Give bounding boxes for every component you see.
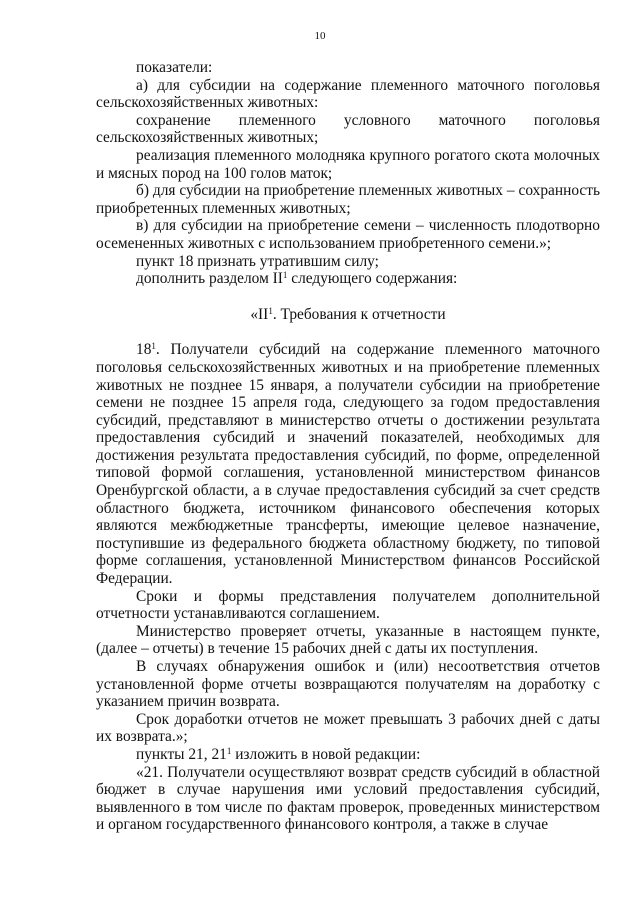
paragraph-errors: В случаях обнаружения ошибок и (или) несоответствия отчетов установленной форме отчеты возвращаются получателям на доработку с указанием причин возврата.	[96, 658, 600, 711]
section-title: «$II^1$. Требования к отчетности	[250, 305, 446, 323]
paragraph-item-c: в) для субсидии на приобретение семени – численность плодотворно осемененных животных с использованием приобретенного семени.»;	[96, 217, 600, 252]
paragraph-18-1: $18^1$. Получатели субсидий на содержание племенного маточного поголовья сельскохозяйственных животных и на приобретение племенных животных не позднее 15 января, а получатели субсидии на приобретение семени не позднее 15 апреля года, следующего за годом предоставления субсидий, представляют в министерство отчеты о достижении результата предоставления субсидий и значений показателей, необходимых для достижения результата предоставления субсидий, по форме, определенной типовой формой соглашения, установленной министерством финансов Оренбургской области, а в случае предоставления субсидий за счет средств областного бюджета, источником финансового обеспечения которых являются межбюджетные трансферты, имеющие целевое назначение, поступившие из федерального бюджета областному бюджету, по типовой форме соглашения, установленной Министерством финансов Российской Федерации.	[96, 341, 600, 588]
paragraph-revision-term: Срок доработки отчетов не может превышать 3 рабочих дней с даты их возврата.»;	[96, 710, 600, 746]
paragraph-preservation: сохранение племенного условного маточного поголовья сельскохозяйственных животных;	[96, 111, 600, 147]
paragraph-item-b: б) для субсидии на приобретение племенных животных – сохранность приобретенных племенных животных;	[96, 182, 600, 217]
paragraph-deadlines: Сроки и формы представления получателем дополнительной отчетности устанавливаются соглашением.	[96, 587, 600, 623]
paragraph-point-18: пункт 18 признать утратившим силу;	[136, 252, 379, 270]
document-body	[96, 59, 600, 834]
paragraph-indicators: показатели:	[136, 59, 213, 76]
page-number: 10	[314, 30, 326, 42]
paragraph-sale: реализация племенного молодняка крупного рогатого скота молочных и мясных пород на 100 голов маток;	[96, 146, 600, 182]
paragraph-points-21: пункты 21, $21^1$ изложить в новой редакции:	[136, 745, 421, 763]
paragraph-item-a: а) для субсидии на содержание племенного маточного поголовья сельскохозяйственных животных:	[96, 76, 600, 112]
paragraph-21: «21. Получатели осуществляют возврат средств субсидий в областной бюджет в случае нарушения ими условий предоставления субсидий, выявленного в том числе по фактам проверок, проведенных министерством и органом государственного финансового контроля, а также в случае	[96, 763, 600, 834]
paragraph-add-section: дополнить разделом $II^1$ следующего содержания:	[136, 270, 458, 288]
paragraph-review: Министерство проверяет отчеты, указанные в настоящем пункте, (далее – отчеты) в течение 15 рабочих дней с даты их поступления.	[96, 622, 600, 658]
